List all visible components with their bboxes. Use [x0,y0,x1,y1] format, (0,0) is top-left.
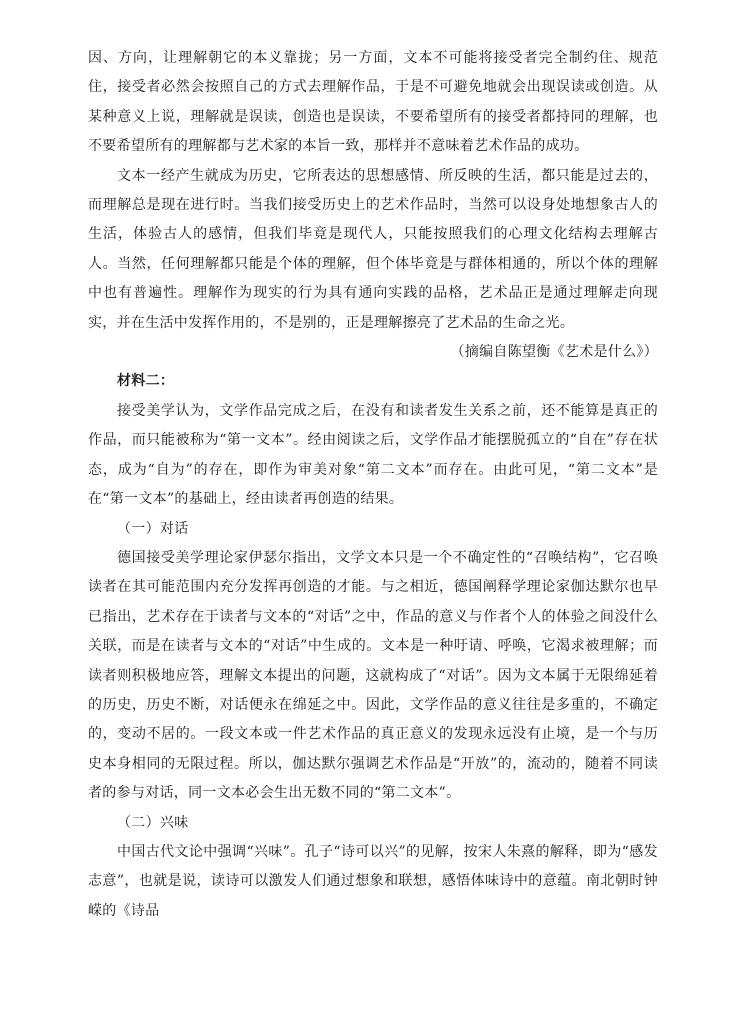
paragraph-history: 文本一经产生就成为历史，它所表达的思想感情、所反映的生活，都只能是过去的，而理解总是现在进行时。当我们接受历史上的艺术作品时，当然可以设身处地想象古人的生活，体验古人的感情，但我们毕竟是现代人，只能按照我们的心理文化结构去理解古人。当然，任何理解都只能是个体的理解，但个体毕竟是与群体相通的，所以个体的理解中也有普遍性。理解作为现实的行为具有通向实践的品格，艺术品正是通过理解走向现实，并在生活中发挥作用的，不是别的，正是理解擦亮了艺术品的生命之光。 [88,167,658,331]
section-dialogue-heading: （一）对话 [117,520,189,537]
section-xingwei-heading: （二）兴味 [117,814,189,831]
material-two-heading: 材料二： [117,373,175,390]
paragraph-dialogue: 德国接受美学理论家伊瑟尔指出，文学文本只是一个不确定性的“召唤结构”，它召唤读者在其可能范围内充分发挥再创造的才能。与之相近，德国阐释学理论家伽达默尔也早已指出，艺术存在于读者与文本的“对话”之中，作品的意义与作者个人的体验之间没什么关联，而是在读者与文本的“对话”中生成的。文本是一种吁请、呼唤，它渴求被理解；而读者则积极地应答，理解文本提出的问题，这就构成了“对话”。因为文本属于无限绵延着的历史，历史不断，对话便永在绵延之中。因此，文学作品的意义往往是多重的，不确定的，变动不居的。一段文本或一件艺术作品的真正意义的发现永远没有止境，是一个与历史本身相同的无限过程。所以，伽达默尔强调艺术作品是“开放”的，流动的，随着不同读者的参与对话，同一文本必会生出无数不同的“第二文本”。 [88,549,658,802]
paragraph-xingwei: 中国古代文论中强调“兴味”。孔子“诗可以兴”的见解，按宋人朱熹的解释，即为“感发志意”，也就是说，读诗可以激发人们通过想象和联想，感悟体味诗中的意蕴。南北朝时钟嵘的《诗品 [88,843,658,919]
source-citation: （摘编自陈望衡《艺术是什么》） [450,344,658,361]
paragraph-continued: 因、方向，让理解朝它的本义靠拢；另一方面，文本不可能将接受者完全制约住、规范住，接受者必然会按照自己的方式去理解作品，于是不可避免地就会出现误读或创造。从某种意义上说，理解就是误读，创造也是误读，不要希望所有的接受者都持同的理解，也不要希望所有的理解都与艺术家的本旨一致，那样并不意味着艺术作品的成功。 [88,50,658,155]
paragraph-reception-aesthetics: 接受美学认为，文学作品完成之后，在没有和读者发生关系之前，还不能算是真正的作品，而只能被称为“第一文本”。经由阅读之后，文学作品才能摆脱孤立的“自在”存在状态，成为“自为”的存在，即作为审美对象“第二文本”而存在。由此可见，“第二文本”是在“第一文本”的基础上，经由读者再创造的结果。 [88,402,658,508]
document-page [88,44,658,926]
